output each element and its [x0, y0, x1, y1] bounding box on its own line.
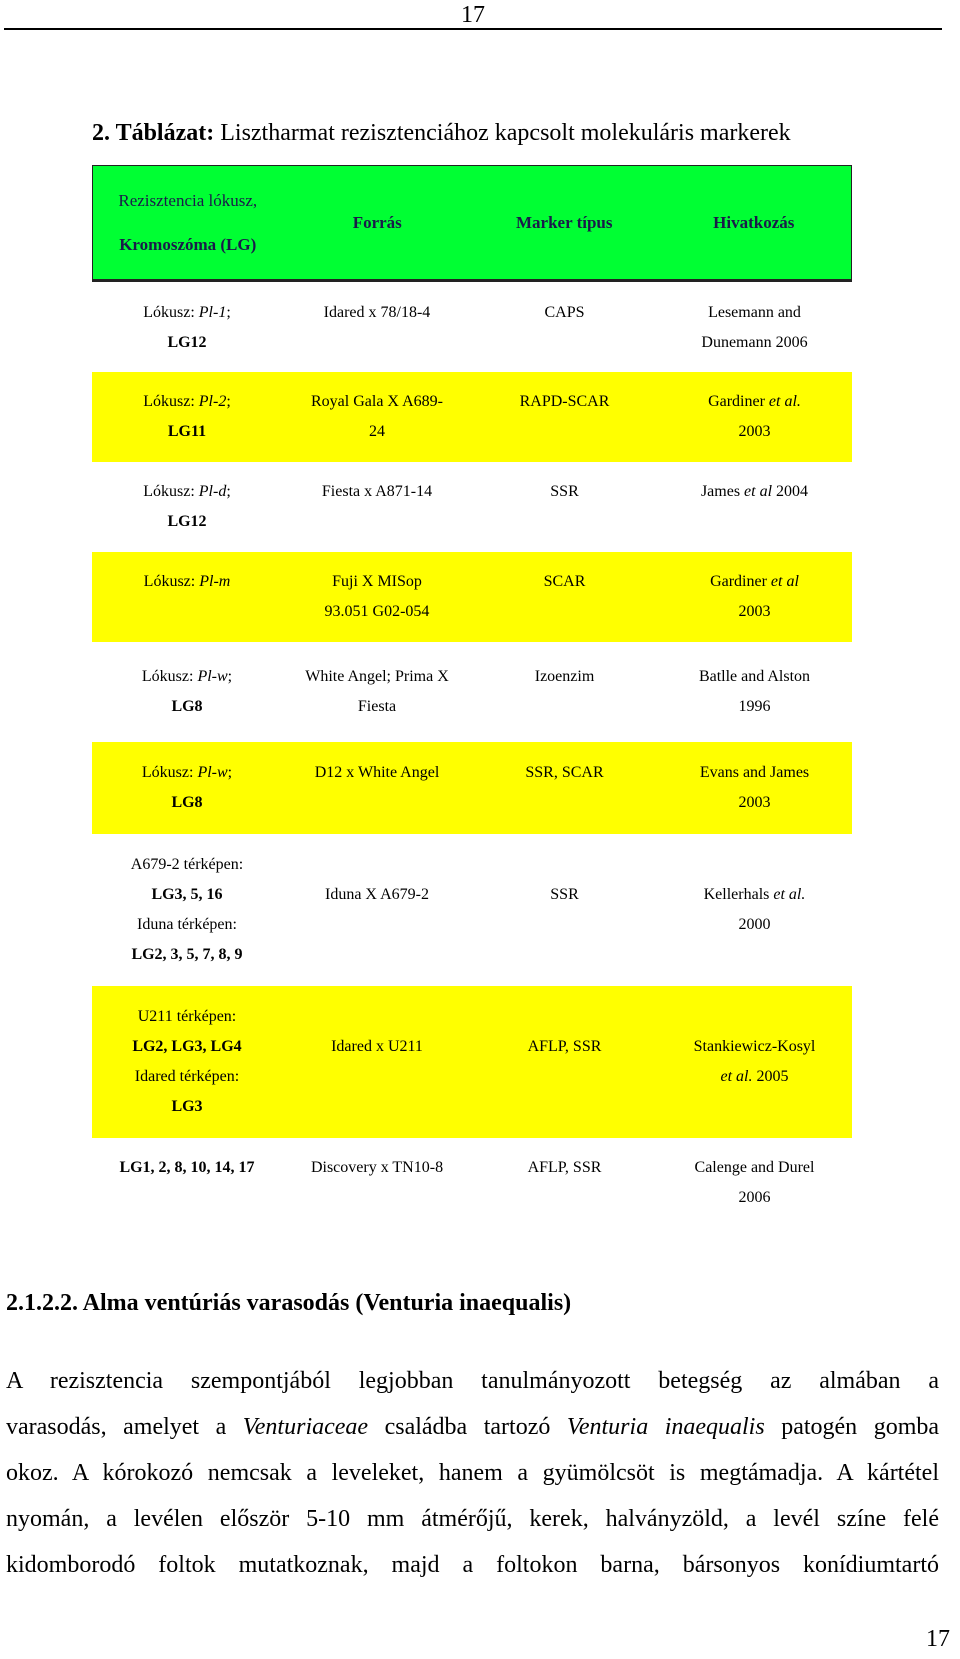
reference-cell: Stankiewicz-Kosyl et al. 2005	[693, 1038, 816, 1085]
locus-line: Lókusz: Pl-d;	[143, 483, 231, 500]
locus-cell	[92, 758, 282, 818]
table-row	[92, 1138, 852, 1228]
source-cell: Discovery x TN10-8	[310, 1159, 444, 1176]
locus-cell: U211 térképen: LG2, LG3, LG4 Idared térképen: LG3	[132, 1008, 242, 1115]
table-row	[92, 642, 852, 742]
locus-line: Lókusz: Pl-1;	[143, 304, 231, 321]
section-heading: 2.1.2.2. Alma ventúriás varasodás (Venturia inaequalis)	[6, 1290, 572, 1316]
chromosome-line: LG8	[171, 794, 203, 811]
paragraph-line: varasodás, amelyet a Venturiaceae családba tartozó Venturia inaequalis patogén gomba	[6, 1414, 940, 1440]
source-cell: Fiesta x A871-14	[321, 483, 433, 500]
marker-table	[92, 165, 852, 1228]
table-caption	[92, 118, 952, 148]
reference-cell: Lesemann and Dunemann 2006	[701, 304, 808, 351]
body-paragraph	[6, 1358, 939, 1588]
table-row	[92, 462, 852, 552]
page-number-bottom: 17	[926, 1626, 950, 1652]
table-row	[92, 552, 852, 642]
marker-cell: AFLP, SSR	[527, 1038, 602, 1055]
paragraph-line: kidomborodó foltok mutatkoznak, majd a foltokon barna, bársonyos konídiumtartó	[6, 1552, 939, 1578]
locus-line: Lókusz: Pl-w;	[141, 764, 233, 781]
marker-cell: SSR, SCAR	[525, 764, 604, 781]
chromosome-line: LG8	[171, 698, 203, 715]
table-row	[92, 284, 852, 372]
table-header-row	[92, 165, 852, 282]
header-resistance-locus	[93, 179, 283, 267]
table-caption-label: 2. Táblázat:	[92, 120, 215, 146]
table-row	[92, 834, 852, 986]
reference-cell: Gardiner et al. 2003	[708, 393, 801, 440]
locus-cell	[92, 662, 282, 722]
marker-cell: SSR	[550, 483, 579, 500]
locus-cell	[92, 387, 282, 447]
reference-cell: Evans and James 2003	[699, 764, 810, 811]
locus-line: Lókusz: Pl-w;	[141, 668, 233, 685]
table-row	[92, 742, 852, 834]
chromosome-line: LG12	[167, 334, 207, 351]
table-row	[92, 986, 852, 1138]
chromosome-line: LG12	[167, 513, 207, 530]
paragraph-line: okoz. A kórokozó nemcsak a leveleket, hanem a gyümölcsöt is megtámadja. A kártétel	[6, 1460, 939, 1486]
table-row	[92, 372, 852, 462]
reference-cell: Batlle and Alston 1996	[698, 668, 811, 715]
header-rule	[4, 28, 942, 30]
chromosome-line: LG11	[167, 423, 207, 440]
locus-cell	[92, 298, 282, 358]
header-reference: Hivatkozás	[713, 212, 795, 232]
reference-cell: Calenge and Durel 2006	[694, 1159, 815, 1206]
paragraph-line: nyomán, a levélen először 5-10 mm átmérőjű, kerek, halványzöld, a levél színe felé	[6, 1506, 939, 1532]
source-cell: Fuji X MISop 93.051 G02-054	[324, 573, 430, 620]
locus-cell	[92, 567, 282, 627]
locus-line: Lókusz: Pl-2;	[143, 393, 231, 410]
source-cell: D12 x White Angel	[314, 764, 440, 781]
locus-cell: A679-2 térképen: LG3, 5, 16 Iduna térképen: LG2, 3, 5, 7, 8, 9	[130, 856, 244, 963]
source-cell: Idared x U211	[331, 1038, 423, 1055]
marker-cell: Izoenzim	[534, 668, 595, 685]
source-cell: Iduna X A679-2	[325, 886, 429, 903]
reference-cell: James et al 2004	[700, 483, 809, 500]
header-chromosome-label: Kromoszóma (LG)	[119, 234, 257, 254]
header-marker-type: Marker típus	[516, 212, 613, 232]
locus-cell	[92, 477, 282, 537]
marker-cell: RAPD-SCAR	[519, 393, 610, 410]
source-cell: White Angel; Prima X Fiesta	[305, 668, 449, 715]
table-caption-text: Lisztharmat rezisztenciához kapcsolt molekuláris markerek	[220, 120, 791, 146]
source-cell: Idared x 78/18-4	[323, 304, 431, 321]
header-source: Forrás	[352, 212, 402, 232]
reference-cell: Gardiner et al 2003	[710, 573, 799, 620]
page-number-top: 17	[461, 2, 485, 28]
marker-cell: SSR	[550, 886, 579, 903]
source-cell: Royal Gala X A689- 24	[311, 393, 443, 440]
marker-cell: CAPS	[544, 304, 585, 321]
paragraph-line: A rezisztencia szempontjából legjobban tanulmányozott betegség az almában a	[6, 1368, 939, 1394]
reference-cell: Kellerhals et al. 2000	[703, 886, 806, 933]
locus-cell: LG1, 2, 8, 10, 14, 17	[119, 1159, 255, 1176]
marker-cell: SCAR	[543, 573, 586, 590]
header-locus-label: Rezisztencia lókusz,	[118, 190, 258, 210]
marker-cell: AFLP, SSR	[527, 1159, 602, 1176]
locus-line: Lókusz: Pl-m	[143, 573, 231, 590]
